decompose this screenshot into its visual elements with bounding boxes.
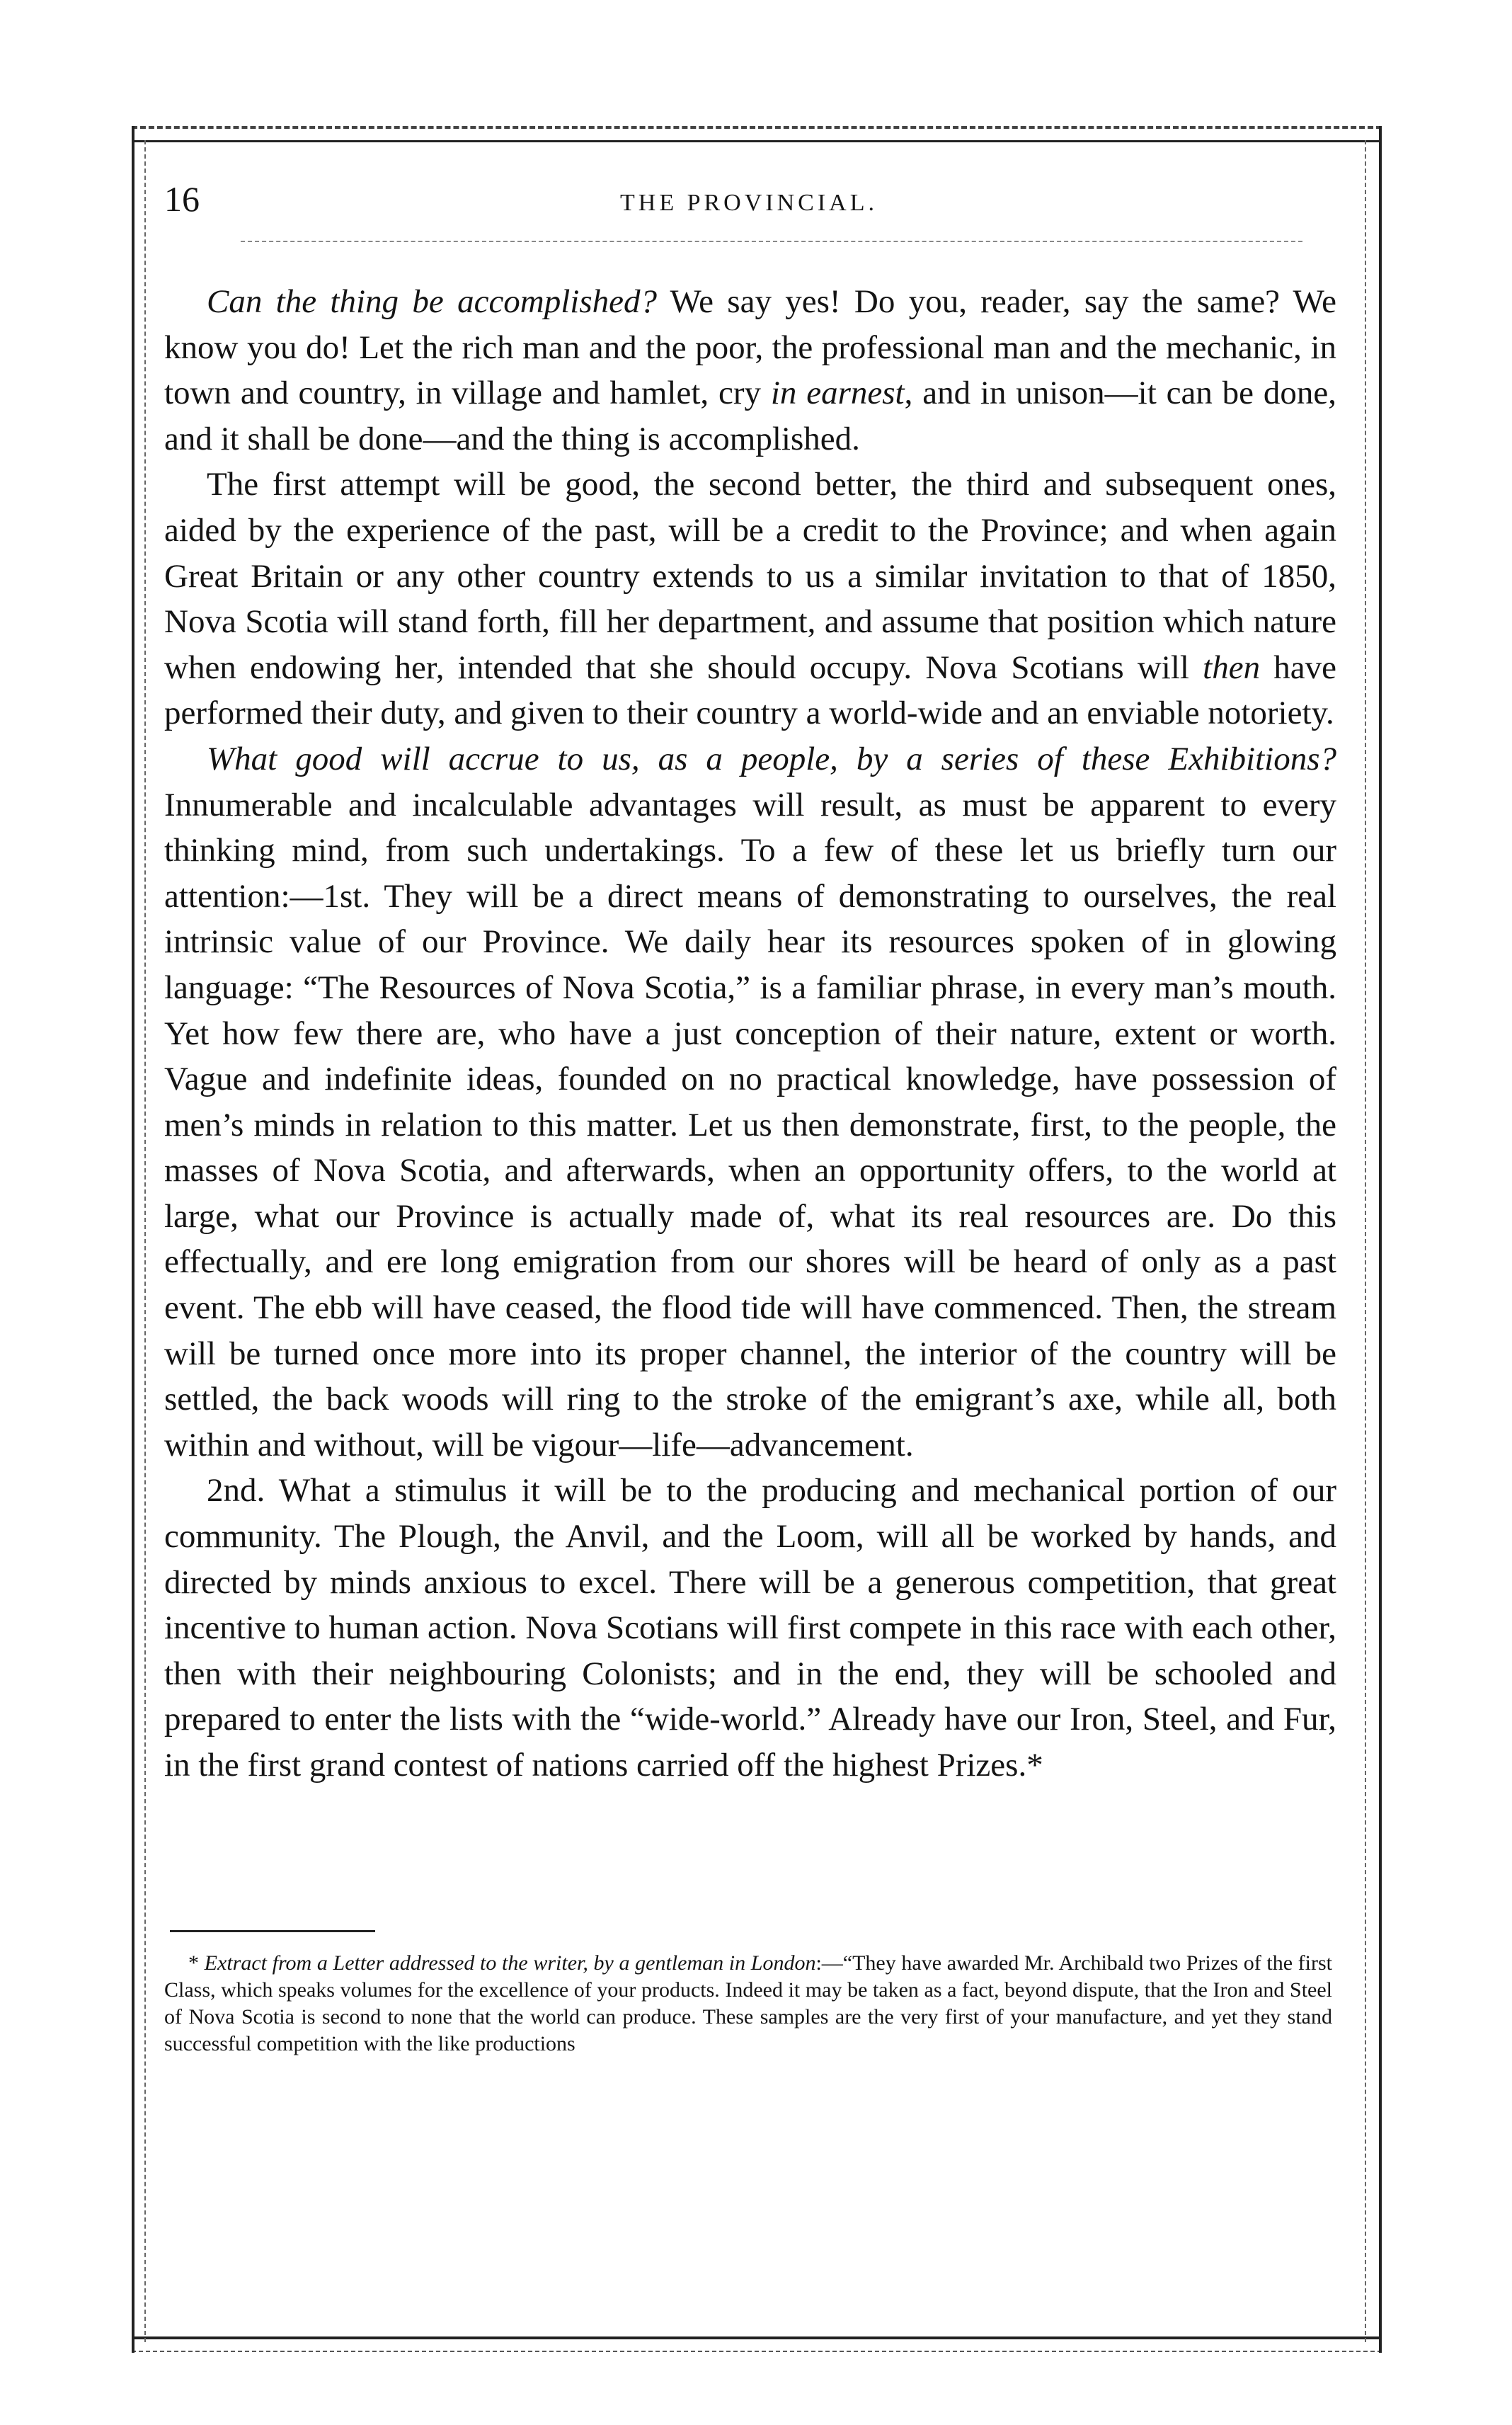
footnote-rule: [170, 1930, 375, 1932]
text-run: Innumerable and incalculable advantages will result, as must be apparent to every thinking mind, from such undertakings. To a few of these let us briefly turn our attention:—1st. They will be a direct means of demonstrating to ourselves, the real intrinsic value of our Province. We daily hear its resources spoken of in glowing language: “The Resources of Nova Scotia,” is a familiar phrase, in every man’s mouth. Yet how few there are, who have a just conception of their nature, extent or worth. Vague and indefinite ideas, founded on no practical knowledge, have possession of men’s minds in relation to this matter. Let us then demonstrate, first, to the people, the masses of Nova Scotia, and afterwards, when an opportunity offers, to the world at large, what our Province is actually made of, what its real resources are. Do this effectually, and ere long emigration from our shores will be heard of only as a past event. The ebb will have ceased, the flood tide will have commenced. Then, the stream will be turned once more into its proper channel, the interior of the country will be settled, the back woods will ring to the stroke of the emigrant’s axe, while all, both within and without, will be vigour—life—advancement.: [164, 786, 1336, 1463]
footnote: [164, 1950, 1332, 2058]
paragraph: [164, 279, 1336, 462]
paragraph: [164, 736, 1336, 1468]
page-frame-right-inner-rule: [1365, 140, 1366, 2342]
page-frame-bottom-inner-rule: [132, 2351, 1382, 2352]
page-frame-left-rule: [132, 126, 134, 2353]
page-header: [161, 174, 1336, 224]
italic-text-run: Can the thing be accomplished?: [207, 283, 658, 320]
text-run: The first attempt will be good, the second better, the third and subsequent ones, aided by the experience of the past, will be a credit to the Province; and when again Great Britain or any other country extends to us a similar invitation to that of 1850, Nova Scotia will stand forth, fill her department, and assume that position which nature when endowing her, intended that she should occupy. Nova Scotians will: [164, 466, 1336, 686]
page-number: 16: [164, 179, 200, 219]
header-rule: [241, 241, 1302, 242]
italic-text-run: then: [1203, 649, 1261, 686]
running-title: THE PROVINCIAL.: [620, 190, 878, 216]
footnote-text: [164, 1950, 1332, 2058]
italic-text-run: in earnest: [770, 375, 905, 412]
text-run: have performed their duty, and given to their country a world-wide and an enviable notoriety.: [164, 649, 1336, 732]
italic-text-run: What good will accrue to us, as a people, by a series of these Exhibitions?: [207, 740, 1336, 777]
text-run: We say yes! Do you, reader, say the same? We know you do! Let the rich man and the poor, the professional man and the mechanic, in town and country, in village and hamlet, cry: [164, 283, 1336, 412]
page-frame-right-rule: [1379, 126, 1382, 2353]
page-frame-top-inner-rule: [132, 140, 1382, 142]
text-run: :—“They have awarded Mr. Archibald two Prizes of the first Class, which speaks volumes for the excellence of your products. Indeed it may be taken as a fact, beyond dispute, that the Iron and Steel of Nova Scotia is second to none that the world can produce. These samples are the very first of your manufacture, and yet they stand successful competition with the like productions: [164, 1951, 1333, 2055]
page-frame-top-rule: [132, 126, 1382, 129]
italic-text-run: Extract from a Letter addressed to the writer, by a gentleman in London: [204, 1951, 816, 1975]
page-frame-left-inner-rule: [144, 140, 146, 2342]
paragraph: [164, 1468, 1336, 1788]
text-run: , and in unison—it can be done, and it shall be done—and the thing is accomplished.: [164, 375, 1336, 457]
paragraph: [164, 462, 1336, 736]
text-run: *: [188, 1951, 205, 1975]
main-text: [164, 279, 1336, 1788]
text-run: 2nd. What a stimulus it will be to the producing and mechanical portion of our community. The Plough, the Anvil, and the Loom, will all be worked by hands, and directed by minds anxious to excel. There will be a generous competition, that great incentive to human action. Nova Scotians will first compete in this race with each other, then with their neighbouring Colonists; and in the end, they will be schooled and prepared to enter the lists with the “wide-world.” Already have our Iron, Steel, and Fur, in the first grand contest of nations carried off the highest Prizes.*: [164, 1472, 1336, 1784]
page-frame-bottom-rule: [132, 2336, 1382, 2339]
